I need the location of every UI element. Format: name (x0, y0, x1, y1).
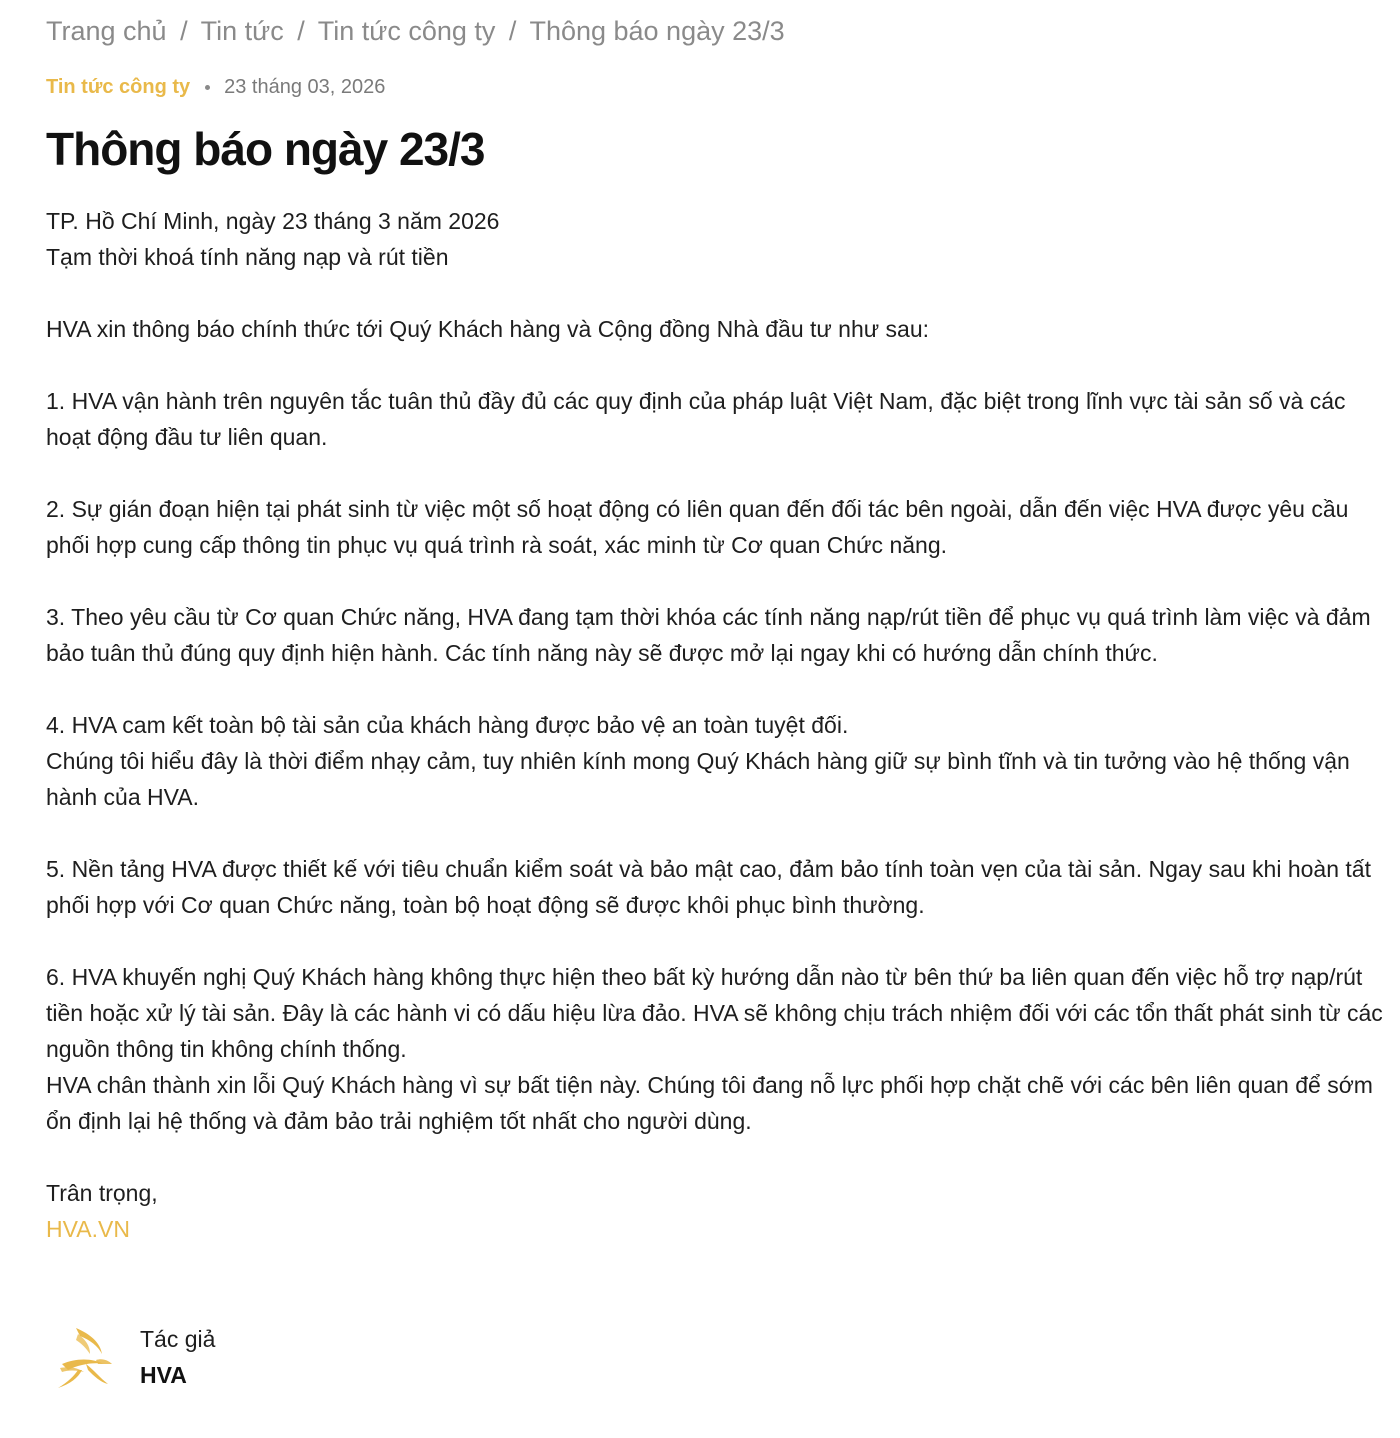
intro-paragraph: HVA xin thông báo chính thức tới Quý Khách hàng và Cộng đồng Nhà đầu tư như sau: (46, 316, 930, 342)
article-date: 23 tháng 03, 2026 (224, 76, 386, 98)
page-title: Thông báo ngày 23/3 (46, 123, 485, 175)
author-name: HVA (140, 1362, 187, 1388)
point-2-paragraph: 2. Sự gián đoạn hiện tại phát sinh từ việc một số hoạt động có liên quan đến đối tác bên ngoài, dẫn đến việc HVA được yêu cầu phối hợp cung cấp thông tin phục vụ quá trình rà soát, xác minh từ Cơ quan Chức năng. (46, 496, 1349, 558)
meta-dot-separator (205, 85, 210, 90)
author-label: Tác giả (140, 1326, 216, 1352)
point-1-paragraph: 1. HVA vận hành trên nguyên tắc tuân thủ đầy đủ các quy định của pháp luật Việt Nam, đặc biệt trong lĩnh vực tài sản số và các hoạt động đầu tư liên quan. (46, 388, 1346, 450)
golden-deer-logo-icon (56, 1324, 116, 1394)
subject-line: Tạm thời khoá tính năng nạp và rút tiền (46, 244, 449, 270)
point-3-paragraph: 3. Theo yêu cầu từ Cơ quan Chức năng, HVA đang tạm thời khóa các tính năng nạp/rút tiền để phục vụ quá trình làm việc và đảm bảo tuân thủ đúng quy định hiện hành. Các tính năng này sẽ được mở lại ngay khi có hướng dẫn chính thức. (46, 604, 1371, 666)
author-card (46, 1320, 446, 1400)
breadcrumb-separator: / (180, 16, 188, 46)
apology-paragraph: HVA chân thành xin lỗi Quý Khách hàng vì sự bất tiện này. Chúng tôi đang nỗ lực phối hợp chặt chẽ với các bên liên quan để sớm ổn định lại hệ thống và đảm bảo trải nghiệm tốt nhất cho người dùng. (46, 1072, 1373, 1134)
closing-line: Trân trọng, (46, 1180, 158, 1206)
point-6-paragraph: 6. HVA khuyến nghị Quý Khách hàng không thực hiện theo bất kỳ hướng dẫn nào từ bên thứ ba liên quan đến việc hỗ trợ nạp/rút tiền hoặc xử lý tài sản. Đây là các hành vi có dấu hiệu lừa đảo. HVA sẽ không chịu trách nhiệm đối với các tổn thất phát sinh từ các nguồn thông tin không chính thống. (46, 964, 1383, 1062)
location-date-line: TP. Hồ Chí Minh, ngày 23 tháng 3 năm 2026 (46, 208, 500, 234)
article-category-link[interactable]: Tin tức công ty (46, 76, 191, 98)
breadcrumb-news-link[interactable]: Tin tức (200, 16, 284, 46)
breadcrumb-home-link[interactable]: Trang chủ (46, 16, 167, 46)
point-4-paragraph: 4. HVA cam kết toàn bộ tài sản của khách hàng được bảo vệ an toàn tuyệt đối. (46, 712, 849, 738)
breadcrumb-separator: / (508, 16, 517, 46)
point-5-paragraph: 5. Nền tảng HVA được thiết kế với tiêu chuẩn kiểm soát và bảo mật cao, đảm bảo tính toàn vẹn của tài sản. Ngay sau khi hoàn tất phối hợp với Cơ quan Chức năng, toàn bộ hoạt động sẽ được khôi phục bình thường. (46, 856, 1371, 918)
article-body (46, 203, 1391, 1247)
breadcrumb (46, 16, 785, 47)
signature-line: HVA.VN (46, 1216, 130, 1242)
point-4-followup-paragraph: Chúng tôi hiểu đây là thời điểm nhạy cảm, tuy nhiên kính mong Quý Khách hàng giữ sự bình tĩnh và tin tưởng vào hệ thống vận hành của HVA. (46, 748, 1350, 810)
breadcrumb-separator: / (297, 16, 305, 46)
breadcrumb-current: Thông báo ngày 23/3 (529, 16, 785, 46)
breadcrumb-company-news-link[interactable]: Tin tức công ty (317, 16, 496, 46)
article-meta (46, 76, 385, 99)
